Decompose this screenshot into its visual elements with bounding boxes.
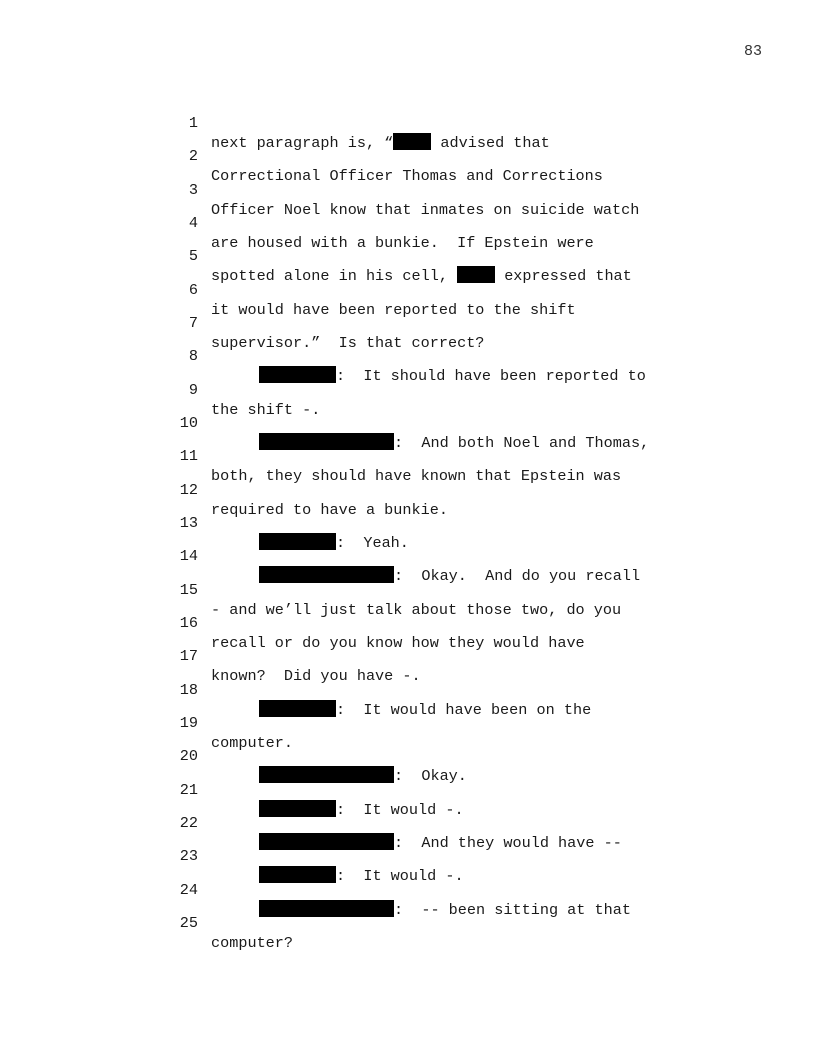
line-number: 22 bbox=[179, 814, 198, 832]
transcript-line bbox=[0, 793, 816, 852]
line-number: 21 bbox=[179, 781, 198, 799]
line-number: 20 bbox=[179, 747, 198, 765]
speaker-line-text: : And they would have -- bbox=[259, 833, 622, 853]
line-number: 18 bbox=[179, 681, 198, 699]
transcript-line bbox=[0, 693, 816, 752]
line-number: 25 bbox=[179, 914, 198, 932]
line-number: 23 bbox=[179, 847, 198, 865]
transcript-line bbox=[0, 493, 816, 552]
line-number: 6 bbox=[188, 281, 198, 299]
line-number: 16 bbox=[179, 614, 198, 632]
transcript-line bbox=[0, 160, 816, 219]
transcript-line bbox=[0, 860, 816, 919]
transcript-line bbox=[0, 226, 816, 285]
transcript-line bbox=[0, 93, 816, 152]
line-number: 9 bbox=[188, 381, 198, 399]
line-text: supervisor.” Is that correct? bbox=[211, 334, 485, 352]
transcript-line bbox=[0, 526, 816, 585]
transcript-line bbox=[0, 460, 816, 519]
line-text: known? Did you have -. bbox=[211, 667, 421, 685]
speaker-line-text: : It should have been reported to bbox=[259, 366, 646, 386]
line-text: next paragraph is, “ advised that bbox=[211, 134, 550, 152]
transcript-line bbox=[0, 426, 816, 485]
line-text: computer? bbox=[211, 934, 294, 952]
transcript-line bbox=[0, 760, 816, 819]
line-number: 24 bbox=[179, 881, 198, 899]
transcript-line bbox=[0, 660, 816, 719]
line-number: 14 bbox=[179, 547, 198, 565]
line-number: 4 bbox=[188, 214, 198, 232]
transcript-line bbox=[0, 260, 816, 319]
transcript-line bbox=[0, 293, 816, 352]
line-text: are housed with a bunkie. If Epstein were bbox=[211, 234, 594, 252]
line-number: 3 bbox=[188, 181, 198, 199]
speaker-line-text: : And both Noel and Thomas, bbox=[259, 433, 649, 453]
line-text: computer. bbox=[211, 734, 294, 752]
speaker-line-text: : Yeah. bbox=[259, 533, 409, 553]
transcript-line bbox=[0, 193, 816, 252]
speaker-line-text: : It would -. bbox=[259, 800, 464, 820]
transcript-line bbox=[0, 626, 816, 685]
line-number: 10 bbox=[179, 414, 198, 432]
transcript-line bbox=[0, 360, 816, 419]
line-text: Correctional Officer Thomas and Corrections bbox=[211, 167, 603, 185]
line-number: 5 bbox=[188, 247, 198, 265]
line-number: 8 bbox=[188, 347, 198, 365]
speaker-line-text: : Okay. bbox=[259, 766, 467, 786]
transcript-line bbox=[0, 560, 816, 619]
page-number: 83 bbox=[743, 43, 762, 60]
transcript-line bbox=[0, 393, 816, 452]
speaker-line-text: : It would -. bbox=[259, 866, 464, 886]
speaker-line-text: : -- been sitting at that bbox=[259, 900, 631, 920]
line-number: 13 bbox=[179, 514, 198, 532]
line-number: 19 bbox=[179, 714, 198, 732]
speaker-line-text: : It would have been on the bbox=[259, 700, 591, 720]
line-text: recall or do you know how they would have bbox=[211, 634, 585, 652]
line-number: 12 bbox=[179, 481, 198, 499]
line-number: 2 bbox=[188, 147, 198, 165]
line-number: 15 bbox=[179, 581, 198, 599]
line-text: spotted alone in his cell, expressed that bbox=[211, 267, 632, 285]
speaker-line-text: : Okay. And do you recall bbox=[259, 566, 640, 586]
transcript-line bbox=[0, 726, 816, 785]
transcript-line bbox=[0, 326, 816, 385]
line-text: required to have a bunkie. bbox=[211, 501, 448, 519]
line-number: 17 bbox=[179, 647, 198, 665]
transcript-line bbox=[0, 826, 816, 885]
transcript-line bbox=[0, 126, 816, 185]
transcript-line bbox=[0, 593, 816, 652]
transcript-line bbox=[0, 893, 816, 952]
line-text: it would have been reported to the shift bbox=[211, 301, 576, 319]
line-number: 7 bbox=[188, 314, 198, 332]
line-text: the shift -. bbox=[211, 401, 321, 419]
line-text: both, they should have known that Epstein was bbox=[211, 467, 622, 485]
line-number: 1 bbox=[188, 114, 198, 132]
line-text: - and we’ll just talk about those two, do you bbox=[211, 601, 622, 619]
line-number: 11 bbox=[179, 447, 198, 465]
line-text: Officer Noel know that inmates on suicide watch bbox=[211, 201, 640, 219]
